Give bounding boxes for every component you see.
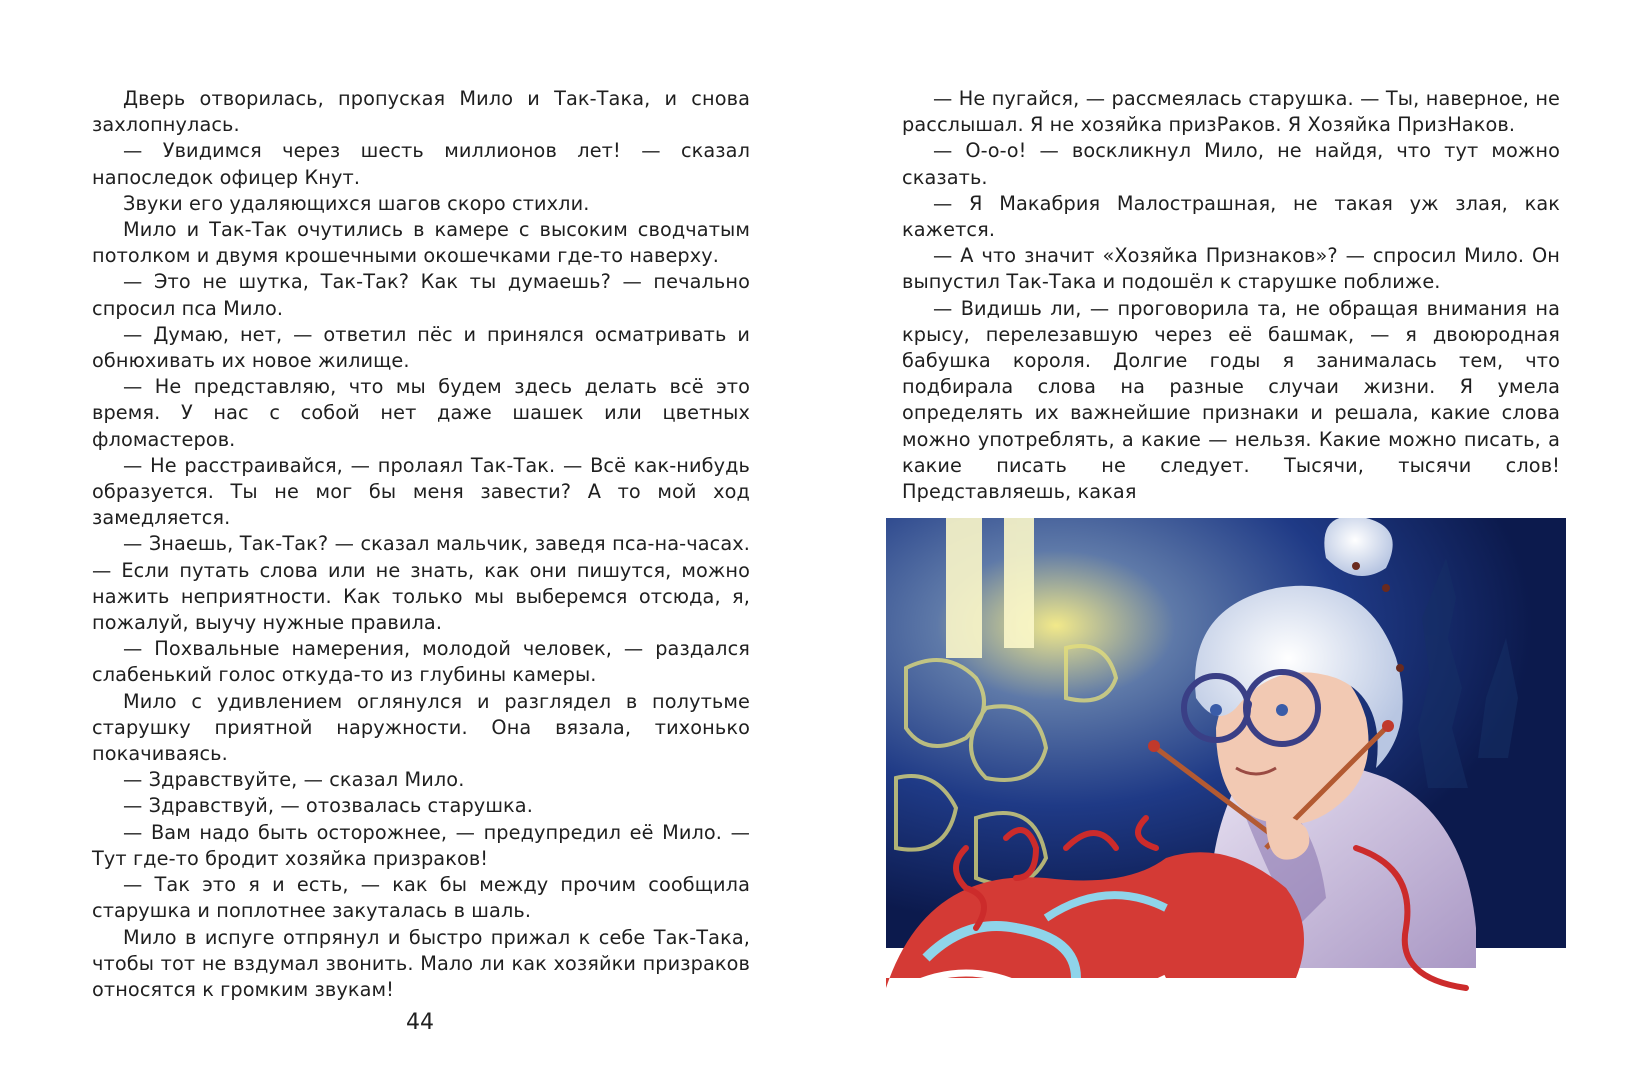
left-page-text: [92, 86, 750, 1003]
paragraph: — О-о-о! — воскликнул Мило, не найдя, что тут можно сказать.: [902, 139, 1560, 189]
paragraph: Звуки его удаляющихся шагов скоро стихли.: [123, 191, 590, 215]
paragraph: — Увидимся через шесть миллионов лет! — сказал напоследок офицер Кнут.: [92, 139, 750, 189]
paragraph: — Я Макабрия Малострашная, не такая уж злая, как кажется.: [902, 191, 1560, 242]
paragraph: — Знаешь, Так-Так? — сказал мальчик, заведя пса-на-часах. — Если путать слова или не знать, как они пишутся, можно нажить неприятности. Как только мы выберемся отсюда, я, пожалуй, выучу нужные правила.: [92, 532, 750, 635]
paragraph: — Не пугайся, — рассмеялась старушка. — Ты, наверное, не расслышал. Я не хозяйка призРаков. Я Хозяйка ПризНаков.: [902, 87, 1560, 137]
paragraph: — Так это я и есть, — как бы между прочим сообщила старушка и поплотнее закуталась в шаль.: [92, 873, 750, 923]
paragraph: — Не представляю, что мы будем здесь делать всё это время. У нас с собой нет даже шашек или цветных фломастеров.: [92, 375, 750, 451]
paragraph: — Здравствуйте, — сказал Мило.: [123, 768, 465, 792]
page-number: 44: [406, 1010, 434, 1035]
paragraph: — Это не шутка, Так-Так? Как ты думаешь? — печально спросил пса Мило.: [92, 270, 750, 320]
paragraph: Мило в испуге отпрянул и быстро прижал к себе Так-Така, чтобы тот не вздумал звонить. Мало ли как хозяйки призраков относятся к громким звукам!: [92, 925, 750, 1001]
paragraph: — Думаю, нет, — ответил пёс и принялся осматривать и обнюхивать их новое жилище.: [92, 322, 750, 373]
elderly-knitting-woman-illustration: [886, 518, 1566, 1020]
paragraph: — А что значит «Хозяйка Признаков»? — спросил Мило. Он выпустил Так-Така и подошёл к старушке поближе.: [902, 244, 1560, 294]
paragraph: — Вам надо быть осторожнее, — предупредил её Мило. — Тут где-то бродит хозяйка призраков!: [92, 820, 750, 870]
paragraph: Мило с удивлением оглянулся и разглядел в полутьме старушку приятной наружности. Она вязала, тихонько покачиваясь.: [92, 689, 750, 766]
paragraph: — Здравствуй, — отозвалась старушка.: [123, 794, 533, 818]
paragraph: Мило и Так-Так очутились в камере с высоким сводчатым потолком и двумя крошечными окошечками где-то наверху.: [92, 218, 750, 268]
paragraph: — Похвальные намерения, молодой человек, — раздался слабенький голос откуда-то из глубины камеры.: [92, 637, 750, 687]
paragraph: — Не расстраивайся, — пролаял Так-Так. — Всё как-нибудь образуется. Ты не мог бы меня завести? А то мой ход замедляется.: [92, 453, 750, 530]
paragraph: Дверь отворилась, пропуская Мило и Так-Така, и снова захлопнулась.: [92, 87, 750, 137]
right-page-text: [902, 86, 1560, 505]
paragraph: — Видишь ли, — проговорила та, не обращая внимания на крысу, перелезавшую через её башмак, — я двоюродная бабушка короля. Долгие годы я занималась тем, что подбирала слова на разные случаи жизни. Я умела определять их важнейшие признаки и решала, какие слова можно употреблять, а какие — нельзя. Какие можно писать, а какие писать не следует. Тысячи, тысячи слов! Представляешь, какая: [902, 296, 1560, 504]
